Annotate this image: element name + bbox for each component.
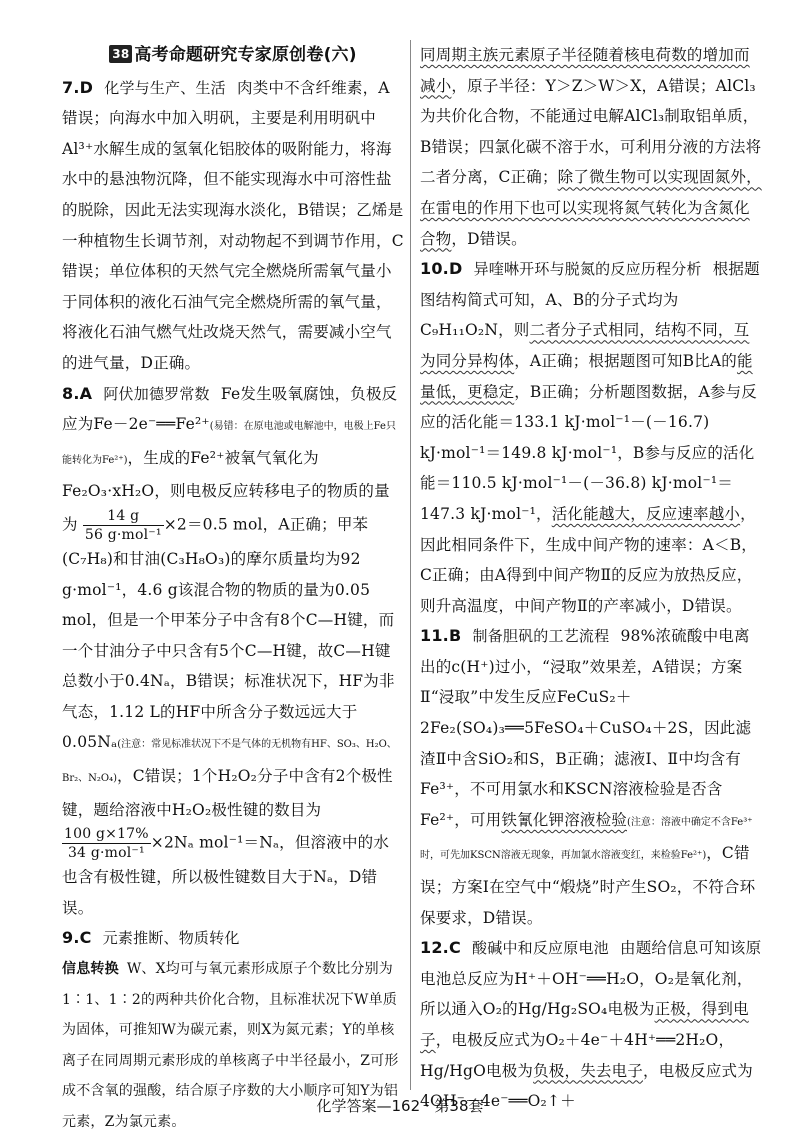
question-topic: 阿伏加德罗常数 <box>103 384 210 403</box>
question-topic: 化学与生产、生活 <box>104 78 226 97</box>
page-title <box>62 40 404 71</box>
emphasis-text: 铁氰化钾溶液检验 <box>501 810 627 829</box>
note-text: (注意：常见标准状况下不是气体的无机物有HF、SO₃、H₂O、Br₂、N₂O₄) <box>62 739 397 785</box>
explanation-text: ，D错误。 <box>451 229 527 248</box>
note-text: (易错：在原电池或电解池中，电极上Fe只能转化为Fe²⁺) <box>62 421 396 466</box>
fraction: $\frac{100 g\times 17\%}{\text{34 g·mol⁻¹}}$ <box>64 826 149 862</box>
explanation-text: 由题给信息可知该原电池总反应为H⁺＋OH⁻══H₂O，O₂是氧化剂，所以通入O₂的Hg/Hg₂SO₄电极为 <box>420 939 762 1019</box>
question-topic: 元素推断、物质转化 <box>102 929 240 948</box>
emphasis-text: 负极，失去电子 <box>533 1061 644 1080</box>
explanation-text: ，B正确；分析题图数据，A参与反应的活化能＝133.1 kJ·mol⁻¹－(－16.7) kJ·mol⁻¹＝149.8 kJ·mol⁻¹，B参与反应的活化能＝110.5 kJ·mol⁻¹－(－36.8) kJ·mol⁻¹＝147.3 kJ·mol⁻¹， <box>420 382 757 523</box>
emphasis-text: 活化能越大，反应速率越小 <box>551 504 741 523</box>
emphasis-text: 二者分子式相同，结构不同，互为同分异构体 <box>420 321 750 370</box>
page-footer: 化学答案—162 · 第38套 <box>316 1097 484 1115</box>
question-number: 7.D <box>62 77 94 97</box>
emphasis-text: 同周期主族元素原子半径随着核电荷数的增加而减小 <box>420 46 750 95</box>
answer-item-11 <box>420 621 762 933</box>
fraction: $\frac{14 g}{\text{56 g·mol⁻¹}}$ <box>84 507 162 543</box>
emphasis-text: 正极，得到电子 <box>420 1000 749 1049</box>
explanation-text: ×2＝0.5 mol，A正确；甲苯(C₇H₈)和甘油(C₃H₈O₃)的摩尔质量均为92 g·mol⁻¹，4.6 g该混合物的物质的量为0.05 mol，但是一个甲苯分子中含有8个C—H键，而一个甘油分子中只含有5个C—H键，故C—H键总数小于0.4Nₐ，B错误；标准状况下，HF为非气态，1.12 L的HF中所含分子数远远大于0.05Nₐ <box>62 515 395 752</box>
info-conversion-heading: 信息转换 <box>62 961 119 978</box>
explanation-text: ，生成的Fe²⁺被氧气氧化为Fe₂O₃·xH₂O，则电极反应转移电子的物质的量为 <box>62 448 390 534</box>
emphasis-text: 能量低，更稳定 <box>420 351 753 401</box>
explanation-text: ，电极反应式为O₂＋4e⁻＋4H⁺══2H₂O，Hg/HgO电极为 <box>420 1031 735 1080</box>
emphasis-text: 除了微生物可以实现固氮外，在雷电的作用下也可以实现将氮气转化为含氮化合物 <box>420 168 762 248</box>
question-number: 10.D <box>420 259 463 279</box>
explanation-text: 98%浓硫酸中电离出的c(H⁺)过小，“浸取”效果差，A错误；方案Ⅱ“浸取”中发生反应FeCuS₂＋2Fe₂(SO₄)₃══5FeSO₄＋CuSO₄＋2S，因此滤渣Ⅱ中含SiO₂和S，B正确；滤液Ⅰ、Ⅱ中均含有Fe³⁺，不可用氯水和KSCN溶液检验是否含Fe²⁺，可用 <box>420 627 752 829</box>
left-column <box>62 40 404 1138</box>
explanation-text: 肉类中不含纤维素，A错误；向海水中加入明矾，主要是利用明矾中Al³⁺水解生成的氢氧化铝胶体的吸附能力，将海水中的悬浊物沉降，但不能实现海水中可溶性盐的脱除，因此无法实现海水淡化，B错误；乙烯是一种植物生长调节剂，对动物起不到调节作用，C错误；单位体积的天然气完全燃烧所需氧气量小于同体积的液化石油气完全燃烧所需的氧气量，将液化石油气燃气灶改烧天然气，需要减小空气的进气量，D正确。 <box>62 78 404 372</box>
question-number: 9.C <box>62 928 92 948</box>
explanation-text: ，A正确；根据题图可知B比A的 <box>514 351 737 370</box>
answer-item-7 <box>62 73 404 379</box>
answer-item-9 <box>62 923 404 954</box>
answer-item-8 <box>62 379 404 924</box>
question-topic: 酸碱中和反应原电池 <box>472 939 609 958</box>
explanation-text: ，C错误；方案Ⅰ在空气中“煅烧”时产生SO₂，不符合环保要求，D错误。 <box>420 844 756 927</box>
note-text: (注意：溶液中确定不含Fe³⁺时，可先加KSCN溶液无现象，再加氯水溶液变红，来检验Fe²⁺) <box>420 816 753 862</box>
paper-title: 高考命题研究专家原创卷(六) <box>134 45 357 65</box>
paper-number-badge: 38 <box>109 45 132 63</box>
question-number: 11.B <box>420 626 462 646</box>
question-number: 8.A <box>62 383 93 403</box>
question-topic: 制备胆矾的工艺流程 <box>472 627 610 646</box>
question-number: 12.C <box>420 938 461 958</box>
column-divider <box>410 40 411 1090</box>
explanation-text: ，C错误；1个H₂O₂分子中含有2个极性键，题给溶液中H₂O₂极性键的数目为 <box>62 767 393 819</box>
answer-item-9-continued <box>420 40 762 254</box>
answer-item-12 <box>420 933 762 1117</box>
explanation-text: ，原子半径：Y＞Z＞W＞X，A错误；AlCl₃为共价化合物，不能通过电解AlCl₃制取铝单质，B错误；四氯化碳不溶于水，可利用分液的方法将二者分离，C正确； <box>420 76 762 187</box>
right-column <box>420 40 762 1117</box>
question-topic: 异喹啉开环与脱氮的反应历程分析 <box>473 260 702 279</box>
explanation-text: 根据题图结构简式可知，A、B的分子式均为C₉H₁₁O₂N，则 <box>420 260 760 340</box>
answer-item-10 <box>420 254 762 621</box>
explanation-text: ×2Nₐ mol⁻¹＝Nₐ，但溶液中的水也含有极性键，所以极性键数目大于Nₐ，D错误。 <box>62 833 390 917</box>
explanation-text: W、X均可与氧元素形成原子个数比分别为1∶1、1∶2的两种共价化合物，且标准状况下W单质为固体，可推知W为碳元素，则X为氮元素；Y的单核离子在同周期元素形成的单核离子中半径最小，Z可形成不含氧的强酸，结合原子序数的大小顺序可知Y为铝元素，Z为氯元素。 <box>62 961 399 1130</box>
explanation-text: ，电极反应式为4OH⁻－4e⁻══O₂↑＋ <box>420 1061 753 1111</box>
explanation-text: Fe发生吸氧腐蚀，负极反应为Fe－2e⁻══Fe²⁺ <box>62 384 398 434</box>
explanation-text: ，因此相同条件下，生成中间产物的速率：A＜B，C正确；由A得到中间产物Ⅱ的反应为放热反应，则升高温度，中间产物Ⅱ的产率减小，D错误。 <box>420 504 757 615</box>
